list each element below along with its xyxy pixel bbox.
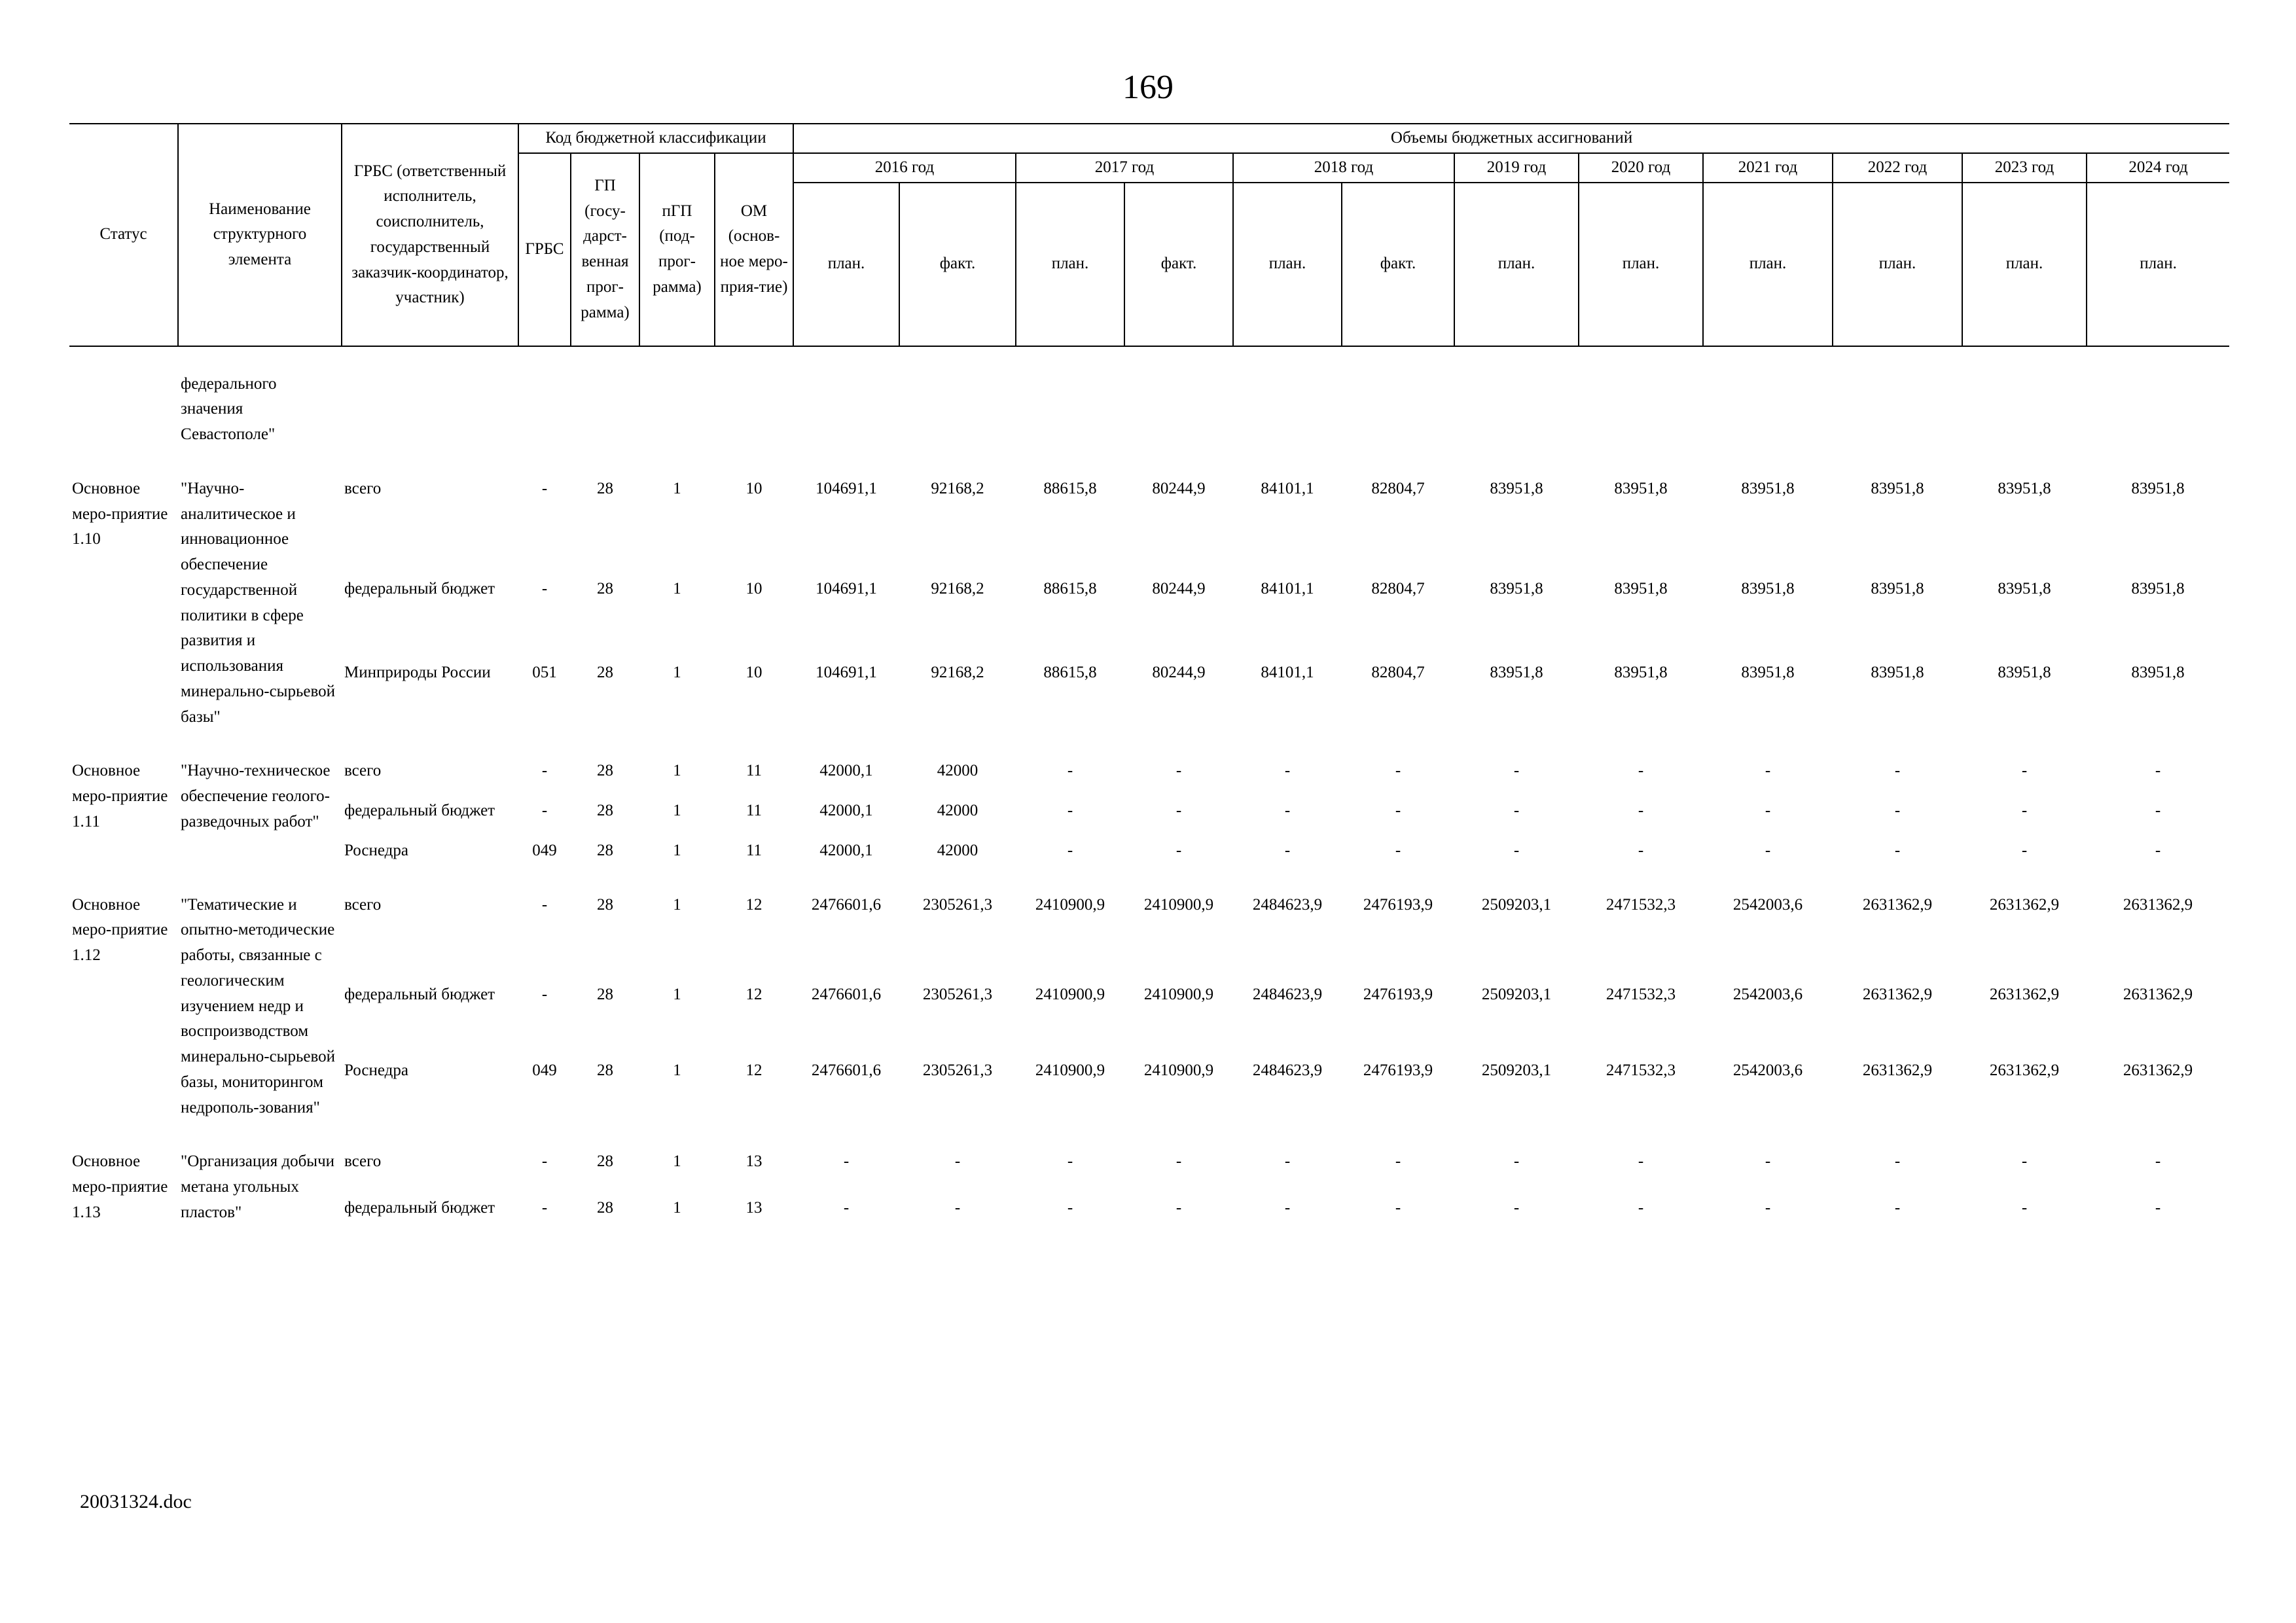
budget-value: 2476193,9 — [1363, 985, 1433, 1003]
budget-value: 42000,1 — [819, 762, 873, 780]
header-plan-2019: план. — [1454, 183, 1579, 346]
gp-code: 28 — [597, 1198, 613, 1217]
header-plan-2024: план. — [2087, 183, 2229, 346]
budget-value: - — [954, 1198, 961, 1217]
budget-value: 2410900,9 — [1143, 895, 1214, 914]
budget-value: 2631362,9 — [1862, 985, 1933, 1003]
pgp-code: 1 — [673, 762, 681, 780]
executor-cell: всего — [344, 1152, 382, 1171]
budget-value: - — [1894, 762, 1901, 780]
budget-value: 2631362,9 — [1862, 895, 1933, 914]
gp-code: 28 — [597, 762, 613, 780]
header-plan-2023: план. — [1962, 183, 2087, 346]
budget-value: - — [1638, 1152, 1644, 1171]
header-year-2018: 2018 год — [1233, 153, 1454, 183]
grbs-code: - — [541, 579, 548, 597]
budget-value: - — [954, 1152, 961, 1171]
gp-code: 28 — [597, 841, 613, 859]
budget-value: 2509203,1 — [1481, 985, 1552, 1003]
pgp-code: 1 — [673, 1061, 681, 1080]
pgp-code: 1 — [673, 479, 681, 497]
budget-value: 83951,8 — [1614, 663, 1668, 681]
budget-value: - — [1638, 762, 1644, 780]
budget-value: - — [1894, 841, 1901, 859]
om-code: 10 — [745, 479, 762, 497]
budget-value: 83951,8 — [2131, 663, 2185, 681]
om-code: 12 — [745, 1061, 762, 1080]
budget-value: - — [2021, 1198, 2028, 1217]
header-year-2024: 2024 год — [2087, 153, 2229, 183]
budget-value: 2484623,9 — [1252, 895, 1323, 914]
table-row — [69, 972, 2229, 1048]
budget-value: 2476193,9 — [1363, 1061, 1433, 1080]
budget-value: 104691,1 — [816, 579, 877, 597]
budget-value: 2631362,9 — [1989, 985, 2060, 1003]
header-year-2020: 2020 год — [1579, 153, 1703, 183]
executor-cell: Роснедра — [344, 1061, 408, 1080]
budget-value: 42000,1 — [819, 802, 873, 819]
grbs-code: - — [541, 1198, 548, 1217]
budget-value: 2305261,3 — [922, 985, 993, 1003]
budget-value: 82804,7 — [1371, 579, 1425, 597]
budget-value: 88615,8 — [1043, 479, 1097, 497]
gp-code: 28 — [597, 579, 613, 597]
budget-value: 83951,8 — [1998, 479, 2051, 497]
budget-value: 84101,1 — [1261, 663, 1314, 681]
gp-code: 28 — [597, 663, 613, 681]
budget-value: 83951,8 — [1871, 663, 1924, 681]
executor-cell: федеральный бюджет — [344, 985, 495, 1003]
table-row — [69, 734, 2229, 788]
budget-value: - — [1395, 1152, 1401, 1171]
table-row — [69, 1124, 2229, 1185]
budget-value: - — [1175, 802, 1182, 819]
header-plan-2017: план. — [1016, 183, 1124, 346]
budget-value: 2509203,1 — [1481, 895, 1552, 914]
budget-value: 42000 — [937, 841, 978, 859]
budget-value: 2410900,9 — [1035, 985, 1105, 1003]
structural-element-name: "Научно-техническое обеспечение геолого-разведочных работ" — [181, 762, 331, 830]
budget-value: - — [1067, 841, 1073, 859]
header-year-2017: 2017 год — [1016, 153, 1233, 183]
budget-value: 82804,7 — [1371, 663, 1425, 681]
om-code: 10 — [745, 579, 762, 597]
budget-value: - — [1765, 1152, 1771, 1171]
budget-value: 84101,1 — [1261, 579, 1314, 597]
grbs-code: - — [541, 985, 548, 1003]
table-row — [69, 828, 2229, 868]
budget-value: 2410900,9 — [1143, 985, 1214, 1003]
executor-cell: федеральный бюджет — [344, 802, 495, 819]
budget-value: 2484623,9 — [1252, 985, 1323, 1003]
gp-code: 28 — [597, 1061, 613, 1080]
grbs-code: - — [541, 1152, 548, 1171]
budget-value: 2410900,9 — [1143, 1061, 1214, 1080]
executor-cell: федеральный бюджет — [344, 1198, 495, 1217]
budget-value: 83951,8 — [1614, 579, 1668, 597]
budget-value: 2631362,9 — [2123, 895, 2193, 914]
budget-value: 2484623,9 — [1252, 1061, 1323, 1080]
header-fact-2018: факт. — [1342, 183, 1454, 346]
header-year-2016: 2016 год — [793, 153, 1016, 183]
header-grbs: ГРБС — [518, 153, 571, 346]
grbs-code: - — [541, 479, 548, 497]
budget-value: - — [1894, 802, 1901, 819]
budget-value: - — [1067, 762, 1073, 780]
budget-value: - — [843, 1198, 850, 1217]
header-grbs-role: ГРБС (ответственный исполнитель, соисполнитель, государственный заказчик-координатор, участник) — [342, 124, 518, 346]
budget-value: 2476601,6 — [811, 985, 882, 1003]
gp-code: 28 — [597, 895, 613, 914]
budget-value: - — [1765, 1198, 1771, 1217]
header-year-2023: 2023 год — [1962, 153, 2087, 183]
budget-value: 88615,8 — [1043, 579, 1097, 597]
budget-value: 104691,1 — [816, 663, 877, 681]
table-row — [69, 452, 2229, 566]
budget-value: 42000 — [937, 802, 978, 819]
budget-value: - — [2155, 762, 2161, 780]
budget-value: - — [2021, 762, 2028, 780]
budget-value: 2476601,6 — [811, 1061, 882, 1080]
om-code: 12 — [745, 895, 762, 914]
om-code: 11 — [745, 762, 762, 780]
budget-value: 83951,8 — [1741, 663, 1795, 681]
budget-value: 2631362,9 — [2123, 1061, 2193, 1080]
executor-cell: Роснедра — [344, 841, 408, 859]
budget-value: 2542003,6 — [1732, 1061, 1803, 1080]
budget-value: - — [843, 1152, 850, 1171]
gp-code: 28 — [597, 802, 613, 819]
header-volumes: Объемы бюджетных ассигнований — [793, 124, 2229, 153]
header-pgp: пГП (под-прог-рамма) — [639, 153, 715, 346]
budget-value: 83951,8 — [1998, 663, 2051, 681]
budget-value: - — [2155, 1198, 2161, 1217]
budget-value: - — [1513, 802, 1520, 819]
budget-value: - — [1395, 802, 1401, 819]
grbs-code: - — [541, 762, 548, 780]
budget-value: 2542003,6 — [1732, 985, 1803, 1003]
status-cell: Основное меро-приятие 1.11 — [72, 762, 168, 830]
header-plan-2022: план. — [1833, 183, 1962, 346]
budget-value: - — [1395, 841, 1401, 859]
header-plan-2016: план. — [793, 183, 899, 346]
budget-value: 2410900,9 — [1035, 1061, 1105, 1080]
pgp-code: 1 — [673, 579, 681, 597]
budget-value: 83951,8 — [2131, 479, 2185, 497]
executor-cell: всего — [344, 895, 382, 914]
budget-value: 80244,9 — [1152, 663, 1206, 681]
page-number: 169 — [1122, 69, 1174, 106]
budget-value: - — [1284, 1152, 1291, 1171]
gp-code: 28 — [597, 985, 613, 1003]
document-filename: 20031324.doc — [80, 1491, 192, 1512]
status-cell: Основное меро-приятие 1.13 — [72, 1152, 168, 1221]
pgp-code: 1 — [673, 895, 681, 914]
header-status: Статус — [69, 124, 178, 346]
budget-value: 2631362,9 — [1989, 1061, 2060, 1080]
budget-value: - — [1284, 841, 1291, 859]
header-plan-2020: план. — [1579, 183, 1703, 346]
pgp-code: 1 — [673, 1198, 681, 1217]
budget-value: 42000 — [937, 762, 978, 780]
budget-value: 83951,8 — [1998, 579, 2051, 597]
budget-value: - — [1894, 1152, 1901, 1171]
budget-value: - — [1284, 762, 1291, 780]
budget-value: - — [1765, 841, 1771, 859]
header-year-2022: 2022 год — [1833, 153, 1962, 183]
header-fact-2017: факт. — [1124, 183, 1233, 346]
budget-value: - — [1067, 1152, 1073, 1171]
header-name: Наименование структурного элемента — [178, 124, 342, 346]
budget-value: 88615,8 — [1043, 663, 1097, 681]
header-plan-2018: план. — [1233, 183, 1342, 346]
budget-value: - — [1175, 1198, 1182, 1217]
budget-value: - — [1284, 1198, 1291, 1217]
budget-value: 83951,8 — [1871, 479, 1924, 497]
budget-value: 83951,8 — [1741, 479, 1795, 497]
executor-cell: федеральный бюджет — [344, 579, 495, 597]
table-row — [69, 650, 2229, 734]
budget-value: - — [1765, 802, 1771, 819]
budget-value: - — [2021, 802, 2028, 819]
budget-value: - — [1067, 802, 1073, 819]
budget-value: - — [1513, 762, 1520, 780]
grbs-code: 051 — [532, 663, 557, 681]
budget-value: - — [1513, 841, 1520, 859]
budget-value: - — [1894, 1198, 1901, 1217]
budget-value: - — [1395, 1198, 1401, 1217]
budget-value: - — [1175, 1152, 1182, 1171]
budget-value: 2631362,9 — [2123, 985, 2193, 1003]
pgp-code: 1 — [673, 985, 681, 1003]
executor-cell: всего — [344, 479, 382, 497]
header-plan-2021: план. — [1703, 183, 1833, 346]
grbs-code: 049 — [532, 841, 557, 859]
status-cell: Основное меро-приятие 1.10 — [72, 479, 168, 548]
pgp-code: 1 — [673, 841, 681, 859]
budget-value: 84101,1 — [1261, 479, 1314, 497]
continuation-row — [69, 346, 2229, 452]
budget-value: - — [1638, 802, 1644, 819]
gp-code: 28 — [597, 1152, 613, 1171]
budget-value: 2305261,3 — [922, 1061, 993, 1080]
table-row — [69, 1048, 2229, 1124]
budget-value: - — [2155, 1152, 2161, 1171]
om-code: 11 — [745, 841, 762, 859]
budget-value: 2471532,3 — [1605, 895, 1676, 914]
table-row — [69, 1185, 2229, 1230]
header-gp: ГП (госу-дарст-венная прог-рамма) — [571, 153, 639, 346]
executor-cell: всего — [344, 762, 382, 780]
pgp-code: 1 — [673, 663, 681, 681]
structural-element-name: "Научно-аналитическое и инновационное обеспечение государственной политики в сфере развития и использования минерально-сырьевой базы" — [181, 479, 335, 726]
budget-value: - — [2155, 841, 2161, 859]
om-code: 13 — [745, 1152, 762, 1171]
budget-value: - — [1513, 1152, 1520, 1171]
budget-value: - — [1175, 841, 1182, 859]
budget-value: 82804,7 — [1371, 479, 1425, 497]
om-code: 10 — [745, 663, 762, 681]
header-om: ОМ (основ-ное меро-прия-тие) — [715, 153, 793, 346]
grbs-code: 049 — [532, 1061, 557, 1080]
budget-value: - — [1284, 802, 1291, 819]
budget-value: 83951,8 — [1614, 479, 1668, 497]
budget-value: 2631362,9 — [1862, 1061, 1933, 1080]
budget-value: 2471532,3 — [1605, 1061, 1676, 1080]
budget-value: 83951,8 — [1490, 479, 1543, 497]
budget-value: - — [1395, 762, 1401, 780]
budget-value: 83951,8 — [2131, 579, 2185, 597]
budget-value: 83951,8 — [1490, 579, 1543, 597]
om-code: 12 — [745, 985, 762, 1003]
budget-value: - — [2021, 841, 2028, 859]
budget-value: 42000,1 — [819, 841, 873, 859]
budget-value: - — [1175, 762, 1182, 780]
grbs-code: - — [541, 895, 548, 914]
grbs-code: - — [541, 802, 548, 819]
budget-value: 80244,9 — [1152, 579, 1206, 597]
budget-value: 2305261,3 — [922, 895, 993, 914]
budget-value: 2542003,6 — [1732, 895, 1803, 914]
header-year-2021: 2021 год — [1703, 153, 1833, 183]
continuation-text: федерального значения Севастополе" — [181, 374, 277, 443]
header-fact-2016: факт. — [899, 183, 1016, 346]
om-code: 13 — [745, 1198, 762, 1217]
gp-code: 28 — [597, 479, 613, 497]
budget-value: 2410900,9 — [1035, 895, 1105, 914]
table-row — [69, 788, 2229, 828]
table-row — [69, 868, 2229, 972]
table-body — [69, 346, 2229, 1230]
structural-element-name: "Тематические и опытно-методические работы, связанные с геологическим изучением недр и воспроизводством минерально-сырьевой базы, мониторингом недрополь-зования" — [181, 895, 335, 1116]
table-header — [69, 124, 2229, 346]
budget-value: 104691,1 — [816, 479, 877, 497]
om-code: 11 — [745, 802, 762, 819]
budget-value: - — [2155, 802, 2161, 819]
table-row — [69, 566, 2229, 650]
budget-value: 92168,2 — [931, 479, 984, 497]
pgp-code: 1 — [673, 1152, 681, 1171]
budget-value: 92168,2 — [931, 579, 984, 597]
budget-allocation-table — [69, 123, 2229, 1230]
status-cell: Основное меро-приятие 1.12 — [72, 895, 168, 964]
budget-value: 2631362,9 — [1989, 895, 2060, 914]
budget-value: 2476601,6 — [811, 895, 882, 914]
budget-value: 2471532,3 — [1605, 985, 1676, 1003]
budget-value: 80244,9 — [1152, 479, 1206, 497]
budget-value: 83951,8 — [1741, 579, 1795, 597]
header-year-2019: 2019 год — [1454, 153, 1579, 183]
budget-value: - — [1638, 1198, 1644, 1217]
budget-value: 2509203,1 — [1481, 1061, 1552, 1080]
header-code-group: Код бюджетной классификации — [518, 124, 793, 153]
executor-cell: Минприроды России — [344, 663, 491, 681]
budget-value: - — [1067, 1198, 1073, 1217]
budget-value: - — [2021, 1152, 2028, 1171]
budget-value: - — [1638, 841, 1644, 859]
budget-value: 92168,2 — [931, 663, 984, 681]
budget-value: 83951,8 — [1490, 663, 1543, 681]
pgp-code: 1 — [673, 802, 681, 819]
budget-value: - — [1765, 762, 1771, 780]
structural-element-name: "Организация добычи метана угольных пластов" — [181, 1152, 335, 1221]
budget-value: - — [1513, 1198, 1520, 1217]
budget-value: 83951,8 — [1871, 579, 1924, 597]
budget-value: 2476193,9 — [1363, 895, 1433, 914]
